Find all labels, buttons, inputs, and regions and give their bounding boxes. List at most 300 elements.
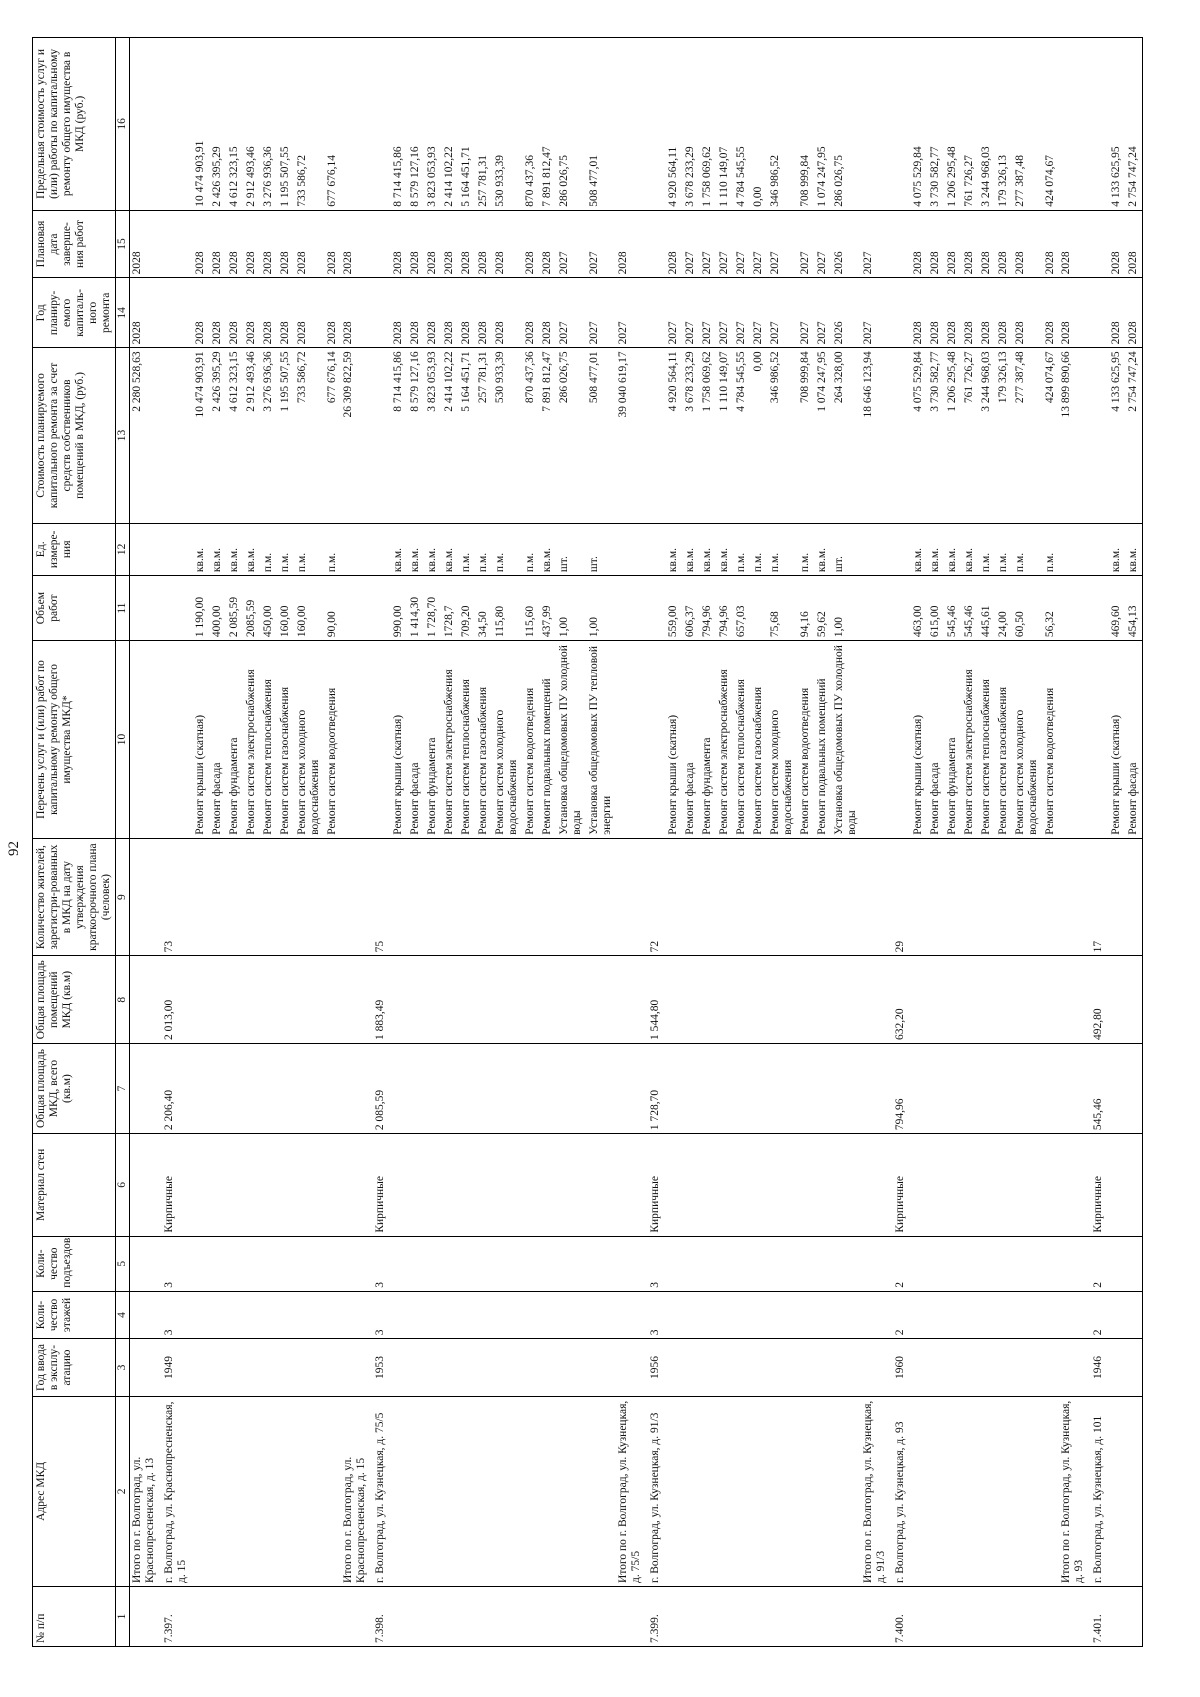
empty-cell — [1088, 278, 1108, 348]
empty-cell — [814, 1134, 831, 1237]
empty-cell — [324, 1291, 341, 1339]
work-volume: 2085,59 — [243, 576, 260, 641]
empty-cell — [1108, 1396, 1125, 1586]
building-row — [159, 38, 192, 1647]
empty-cell — [1125, 1339, 1143, 1397]
total-row — [1059, 38, 1088, 1647]
empty-cell — [441, 1236, 458, 1291]
work-date: 2028 — [324, 210, 341, 278]
work-row — [492, 38, 522, 1647]
empty-cell — [130, 523, 160, 576]
empty-cell — [890, 278, 910, 348]
empty-cell — [556, 1586, 586, 1646]
empty-cell — [861, 956, 890, 1044]
empty-cell — [424, 1396, 441, 1586]
work-volume: 1 728,70 — [424, 576, 441, 641]
work-year: 2027 — [699, 278, 716, 348]
building-address: г. Волгоград, ул. Краснопресненская, д. 15 — [159, 1396, 192, 1586]
work-max-cost: 286 026,75 — [556, 38, 586, 211]
work-name: Ремонт крыши (скатная) — [390, 641, 407, 839]
empty-cell — [130, 1586, 160, 1646]
header-cell: Общая площадь МКД, всего (кв.м) — [33, 1043, 116, 1133]
empty-cell — [1088, 576, 1108, 641]
empty-cell — [370, 576, 390, 641]
empty-cell — [522, 1291, 539, 1339]
empty-cell — [159, 278, 192, 348]
work-date: 2028 — [390, 210, 407, 278]
work-max-cost: 4 920 564,11 — [665, 38, 682, 211]
work-date: 2028 — [492, 210, 522, 278]
empty-cell — [1108, 1043, 1125, 1133]
empty-cell — [797, 838, 814, 956]
empty-cell — [716, 1396, 733, 1586]
total-date: 2028 — [616, 210, 645, 278]
work-name: Ремонт систем водоотведения — [797, 641, 814, 839]
empty-cell — [1059, 38, 1088, 211]
repair-plan-table — [32, 37, 1143, 1647]
work-cost: 733 586,72 — [294, 348, 324, 523]
work-cost: 257 781,31 — [475, 348, 492, 523]
empty-cell — [441, 1134, 458, 1237]
empty-cell — [927, 1586, 944, 1646]
building-row — [645, 38, 665, 1647]
empty-cell — [616, 641, 645, 839]
empty-cell — [424, 1586, 441, 1646]
work-max-cost: 4 075 529,84 — [910, 38, 927, 211]
empty-cell — [586, 1396, 616, 1586]
empty-cell — [407, 1134, 424, 1237]
empty-cell — [1125, 838, 1143, 956]
empty-cell — [407, 956, 424, 1044]
empty-cell — [522, 1043, 539, 1133]
work-name: Ремонт систем теплоснабжения — [978, 641, 995, 839]
empty-cell — [492, 1396, 522, 1586]
empty-cell — [927, 1043, 944, 1133]
empty-cell — [243, 1586, 260, 1646]
work-row — [1125, 38, 1143, 1647]
empty-cell — [390, 838, 407, 956]
work-date: 2028 — [277, 210, 294, 278]
empty-cell — [995, 1134, 1012, 1237]
empty-cell — [243, 1396, 260, 1586]
empty-cell — [944, 1339, 961, 1397]
empty-cell — [861, 1134, 890, 1237]
empty-cell — [733, 1134, 750, 1237]
empty-cell — [226, 1236, 243, 1291]
work-row — [586, 38, 616, 1647]
work-name: Ремонт подвальных помещений — [539, 641, 556, 839]
work-name: Ремонт крыши (скатная) — [910, 641, 927, 839]
empty-cell — [861, 576, 890, 641]
work-max-cost: 1 758 069,62 — [699, 38, 716, 211]
work-date: 2028 — [944, 210, 961, 278]
empty-cell — [890, 38, 910, 211]
built-year: 1949 — [159, 1339, 192, 1397]
empty-cell — [130, 1291, 160, 1339]
empty-cell — [1125, 1134, 1143, 1237]
work-name: Ремонт систем газоснабжения — [277, 641, 294, 839]
work-row — [441, 38, 458, 1647]
total-year: 2027 — [616, 278, 645, 348]
empty-cell — [492, 838, 522, 956]
empty-cell — [441, 1396, 458, 1586]
work-unit: кв.м. — [390, 523, 407, 576]
empty-cell — [226, 838, 243, 956]
work-volume: 115,60 — [522, 576, 539, 641]
empty-cell — [910, 956, 927, 1044]
empty-cell — [1088, 348, 1108, 523]
work-volume: 34,50 — [475, 576, 492, 641]
empty-cell — [733, 1586, 750, 1646]
empty-cell — [390, 1134, 407, 1237]
empty-cell — [814, 1043, 831, 1133]
column-number: 14 — [116, 278, 130, 348]
work-volume: 709,20 — [458, 576, 475, 641]
work-cost: 4 075 529,84 — [910, 348, 927, 523]
empty-cell — [890, 523, 910, 576]
work-row — [556, 38, 586, 1647]
work-cost: 5 164 451,71 — [458, 348, 475, 523]
empty-cell — [294, 1291, 324, 1339]
work-max-cost: 2 912 493,46 — [243, 38, 260, 211]
empty-cell — [716, 1134, 733, 1237]
work-max-cost: 8 579 127,16 — [407, 38, 424, 211]
work-volume: 559,00 — [665, 576, 682, 641]
empty-cell — [458, 1586, 475, 1646]
empty-cell — [390, 1291, 407, 1339]
work-year: 2028 — [944, 278, 961, 348]
empty-cell — [616, 1134, 645, 1237]
work-name: Ремонт фасада — [407, 641, 424, 839]
entrances-count: 2 — [890, 1236, 910, 1291]
empty-cell — [1042, 956, 1059, 1044]
empty-cell — [539, 1134, 556, 1237]
building-address: г. Волгоград, ул. Кузнецкая, д. 93 — [890, 1396, 910, 1586]
empty-cell — [645, 348, 665, 523]
empty-cell — [767, 1396, 797, 1586]
empty-cell — [699, 1236, 716, 1291]
work-unit: п.м. — [750, 523, 767, 576]
empty-cell — [556, 838, 586, 956]
building-address: г. Волгоград, ул. Кузнецкая, д. 91/3 — [645, 1396, 665, 1586]
empty-cell — [978, 1291, 995, 1339]
empty-cell — [370, 278, 390, 348]
empty-cell — [665, 1291, 682, 1339]
work-max-cost: 5 164 451,71 — [458, 38, 475, 211]
empty-cell — [961, 838, 978, 956]
empty-cell — [1059, 641, 1088, 839]
empty-cell — [390, 1339, 407, 1397]
empty-cell — [277, 838, 294, 956]
work-date: 2028 — [424, 210, 441, 278]
work-unit: п.м. — [294, 523, 324, 576]
empty-cell — [324, 838, 341, 956]
empty-cell — [1012, 1291, 1042, 1339]
work-volume: 160,00 — [294, 576, 324, 641]
building-row — [1088, 38, 1108, 1647]
empty-cell — [192, 1339, 209, 1397]
work-year: 2028 — [539, 278, 556, 348]
empty-cell — [1042, 1134, 1059, 1237]
work-date: 2027 — [682, 210, 699, 278]
empty-cell — [424, 956, 441, 1044]
work-year: 2027 — [682, 278, 699, 348]
empty-cell — [927, 1134, 944, 1237]
work-row — [226, 38, 243, 1647]
empty-cell — [910, 1586, 927, 1646]
empty-cell — [390, 1043, 407, 1133]
empty-cell — [341, 838, 370, 956]
empty-cell — [370, 210, 390, 278]
empty-cell — [797, 1586, 814, 1646]
work-max-cost: 677 676,14 — [324, 38, 341, 211]
work-row — [1042, 38, 1059, 1647]
empty-cell — [441, 838, 458, 956]
empty-cell — [586, 838, 616, 956]
empty-cell — [441, 1043, 458, 1133]
empty-cell — [645, 38, 665, 211]
empty-cell — [130, 1339, 160, 1397]
empty-cell — [733, 838, 750, 956]
work-unit: кв.м. — [910, 523, 927, 576]
empty-cell — [910, 1291, 927, 1339]
empty-cell — [458, 838, 475, 956]
empty-cell — [699, 1043, 716, 1133]
empty-cell — [475, 1291, 492, 1339]
work-row — [978, 38, 995, 1647]
empty-cell — [944, 1586, 961, 1646]
work-volume: 1 190,00 — [192, 576, 209, 641]
column-number: 4 — [116, 1291, 130, 1339]
work-unit: кв.м. — [814, 523, 831, 576]
empty-cell — [475, 838, 492, 956]
work-date: 2028 — [978, 210, 995, 278]
empty-cell — [716, 1339, 733, 1397]
empty-cell — [324, 956, 341, 1044]
empty-cell — [961, 1291, 978, 1339]
work-date: 2028 — [910, 210, 927, 278]
empty-cell — [944, 1396, 961, 1586]
empty-cell — [716, 838, 733, 956]
work-name: Ремонт фасада — [927, 641, 944, 839]
empty-cell — [130, 38, 160, 211]
empty-cell — [1059, 1586, 1088, 1646]
floors-count: 3 — [645, 1291, 665, 1339]
built-year: 1946 — [1088, 1339, 1108, 1397]
empty-cell — [616, 576, 645, 641]
entrances-count: 2 — [1088, 1236, 1108, 1291]
empty-cell — [522, 1339, 539, 1397]
work-volume: 990,00 — [390, 576, 407, 641]
empty-cell — [226, 1339, 243, 1397]
empty-cell — [1012, 956, 1042, 1044]
work-date: 2028 — [209, 210, 226, 278]
residents-count: 29 — [890, 838, 910, 956]
work-volume: 445,61 — [978, 576, 995, 641]
work-max-cost: 3 678 233,29 — [682, 38, 699, 211]
work-row — [797, 38, 814, 1647]
empty-cell — [1059, 838, 1088, 956]
empty-cell — [370, 523, 390, 576]
empty-cell — [586, 1236, 616, 1291]
empty-cell — [927, 1396, 944, 1586]
work-max-cost: 3 823 053,93 — [424, 38, 441, 211]
work-unit: кв.м. — [226, 523, 243, 576]
empty-cell — [1125, 1043, 1143, 1133]
empty-cell — [978, 1586, 995, 1646]
empty-cell — [797, 1134, 814, 1237]
work-cost: 1 110 149,07 — [716, 348, 733, 523]
header-cell: Год ввода в эксплу-атацию — [33, 1339, 116, 1397]
total-address: Итого по г. Волгоград, ул. Кузнецкая, д. 75/5 — [616, 1396, 645, 1586]
work-row — [539, 38, 556, 1647]
empty-cell — [226, 1291, 243, 1339]
work-year: 2028 — [294, 278, 324, 348]
work-year: 2027 — [797, 278, 814, 348]
empty-cell — [944, 838, 961, 956]
empty-cell — [665, 1339, 682, 1397]
work-year: 2028 — [910, 278, 927, 348]
work-cost: 4 133 625,95 — [1108, 348, 1125, 523]
column-number: 11 — [116, 576, 130, 641]
work-unit: п.м. — [458, 523, 475, 576]
work-date: 2028 — [995, 210, 1012, 278]
work-row — [814, 38, 831, 1647]
empty-cell — [539, 1236, 556, 1291]
empty-cell — [1042, 1291, 1059, 1339]
empty-cell — [616, 1236, 645, 1291]
work-cost: 7 891 812,47 — [539, 348, 556, 523]
work-volume: 469,60 — [1108, 576, 1125, 641]
empty-cell — [1108, 1291, 1125, 1339]
total-date: 2028 — [130, 210, 160, 278]
work-date: 2028 — [226, 210, 243, 278]
work-year: 2028 — [277, 278, 294, 348]
work-row — [294, 38, 324, 1647]
empty-cell — [616, 1586, 645, 1646]
work-volume: 24,00 — [995, 576, 1012, 641]
empty-cell — [927, 1291, 944, 1339]
empty-cell — [750, 1134, 767, 1237]
total-row — [616, 38, 645, 1647]
empty-cell — [586, 1291, 616, 1339]
empty-cell — [243, 1291, 260, 1339]
empty-cell — [475, 1396, 492, 1586]
empty-cell — [616, 523, 645, 576]
empty-cell — [995, 1043, 1012, 1133]
empty-cell — [1042, 1396, 1059, 1586]
empty-cell — [978, 956, 995, 1044]
empty-cell — [645, 641, 665, 839]
empty-cell — [341, 1236, 370, 1291]
total-area: 794,96 — [890, 1043, 910, 1133]
empty-cell — [733, 1236, 750, 1291]
work-year: 2027 — [767, 278, 797, 348]
work-row — [424, 38, 441, 1647]
empty-cell — [522, 838, 539, 956]
empty-cell — [341, 1339, 370, 1397]
empty-cell — [441, 1339, 458, 1397]
column-number: 7 — [116, 1043, 130, 1133]
work-row — [277, 38, 294, 1647]
work-date: 2026 — [831, 210, 861, 278]
work-unit: кв.м. — [716, 523, 733, 576]
work-date: 2028 — [1108, 210, 1125, 278]
empty-cell — [390, 956, 407, 1044]
work-volume: 90,00 — [324, 576, 341, 641]
empty-cell — [1012, 1339, 1042, 1397]
wall-material: Кирпичные — [645, 1134, 665, 1237]
work-row — [995, 38, 1012, 1647]
empty-cell — [243, 1339, 260, 1397]
empty-cell — [556, 1396, 586, 1586]
work-date: 2028 — [522, 210, 539, 278]
built-year: 1956 — [645, 1339, 665, 1397]
empty-cell — [492, 1339, 522, 1397]
work-year: 2028 — [1012, 278, 1042, 348]
empty-cell — [831, 1291, 861, 1339]
empty-cell — [910, 838, 927, 956]
work-max-cost: 4 612 323,15 — [226, 38, 243, 211]
work-max-cost: 3 730 582,77 — [927, 38, 944, 211]
empty-cell — [861, 38, 890, 211]
empty-cell — [750, 838, 767, 956]
work-name: Ремонт подвальных помещений — [814, 641, 831, 839]
empty-cell — [995, 1236, 1012, 1291]
empty-cell — [424, 1291, 441, 1339]
empty-cell — [475, 1043, 492, 1133]
empty-cell — [260, 1236, 277, 1291]
column-number: 16 — [116, 38, 130, 211]
empty-cell — [814, 1236, 831, 1291]
empty-cell — [750, 1236, 767, 1291]
empty-cell — [1059, 1291, 1088, 1339]
work-volume: 454,13 — [1125, 576, 1143, 641]
empty-cell — [1059, 1236, 1088, 1291]
empty-cell — [645, 278, 665, 348]
empty-cell — [767, 1586, 797, 1646]
work-unit: п.м. — [492, 523, 522, 576]
work-date: 2027 — [733, 210, 750, 278]
empty-cell — [944, 1291, 961, 1339]
empty-cell — [1012, 1236, 1042, 1291]
floors-count: 2 — [1088, 1291, 1108, 1339]
empty-cell — [192, 956, 209, 1044]
work-date: 2027 — [586, 210, 616, 278]
work-name: Ремонт фасада — [682, 641, 699, 839]
built-year: 1953 — [370, 1339, 390, 1397]
work-row — [682, 38, 699, 1647]
empty-cell — [277, 1043, 294, 1133]
work-name: Ремонт систем водоотведения — [522, 641, 539, 839]
work-cost: 508 477,01 — [586, 348, 616, 523]
empty-cell — [733, 956, 750, 1044]
work-max-cost: 761 726,27 — [961, 38, 978, 211]
work-cost: 10 474 903,91 — [192, 348, 209, 523]
work-unit: п.м. — [995, 523, 1012, 576]
column-number: 15 — [116, 210, 130, 278]
work-volume: 545,46 — [944, 576, 961, 641]
empty-cell — [831, 1586, 861, 1646]
header-cell: Материал стен — [33, 1134, 116, 1237]
total-cost: 18 646 123,94 — [861, 348, 890, 523]
work-date: 2027 — [699, 210, 716, 278]
header-cell: Ед. измере-ния — [33, 523, 116, 576]
empty-cell — [1012, 1043, 1042, 1133]
empty-cell — [277, 1134, 294, 1237]
empty-cell — [130, 1043, 160, 1133]
work-max-cost: 277 387,48 — [1012, 38, 1042, 211]
